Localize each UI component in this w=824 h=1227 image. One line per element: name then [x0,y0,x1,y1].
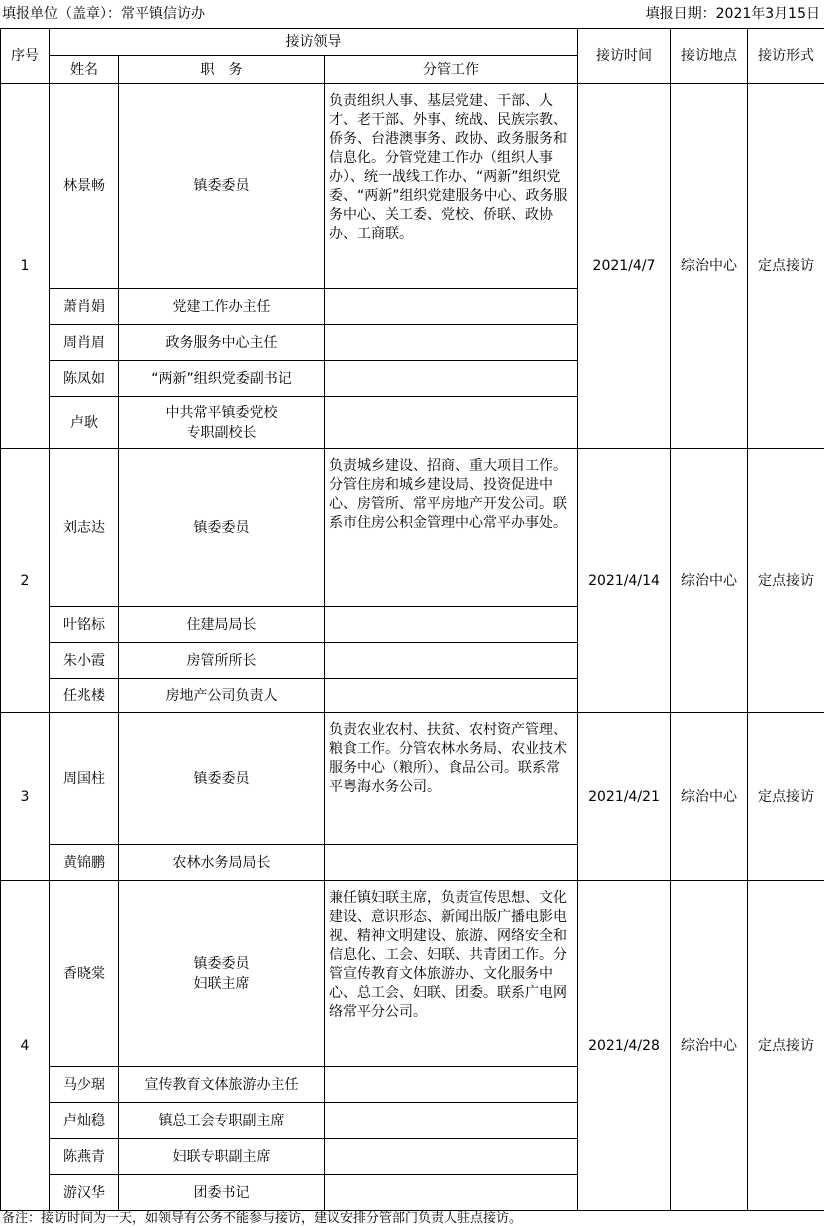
reception-place-cell: 综治中心 [671,449,748,713]
footnote: 备注：接访时间为一天，如领导有公务不能参与接访，建议安排分管部门负责人驻点接访。 [2,1211,523,1226]
responsibility-cell: 负责农业农村、扶贫、农村资产管理、粮食工作。分管农林水务局、农业技术服务中心（粮所）、食品公司。联系常平粤海水务公司。 [325,713,578,845]
leader-name-cell: 卢耿 [50,397,119,449]
leader-name-cell: 卢灿稳 [50,1103,119,1139]
leader-name-cell: 马少琚 [50,1067,119,1103]
leader-name-cell: 萧肖娟 [50,289,119,325]
leader-name-cell: 陈凤如 [50,361,119,397]
leader-position-cell: 妇联专职副主席 [119,1139,325,1175]
leader-name-cell: 林景畅 [50,84,119,289]
leader-position-cell: 中共常平镇委党校 专职副校长 [119,397,325,449]
leader-name-cell: 周国柱 [50,713,119,845]
leader-name-cell: 叶铭标 [50,607,119,643]
leader-position-cell: 房管所所长 [119,643,325,679]
reception-form-cell: 定点接访 [748,449,824,713]
responsibility-cell [325,289,578,325]
reception-place-cell: 综治中心 [671,881,748,1211]
leader-name-cell: 周肖眉 [50,325,119,361]
header-time: 接访时间 [578,29,671,84]
leader-name-cell: 香晓棠 [50,881,119,1067]
seq-cell: 2 [1,449,50,713]
header-position: 职 务 [119,56,325,84]
leader-position-cell: 镇总工会专职副主席 [119,1103,325,1139]
reception-form-cell: 定点接访 [748,881,824,1211]
leader-position-cell: 政务服务中心主任 [119,325,325,361]
table-row [1,881,824,1067]
leader-position-cell: 镇委委员 [119,84,325,289]
leader-position-cell: “两新”组织党委副书记 [119,361,325,397]
leader-position-cell: 团委书记 [119,1175,325,1211]
responsibility-cell [325,1067,578,1103]
reception-schedule-table [0,28,824,1211]
responsibility-cell [325,679,578,713]
reception-time-cell: 2021/4/7 [578,84,671,449]
leader-position-cell: 镇委委员 [119,449,325,607]
header-leader-group: 接访领导 [50,29,578,56]
responsibility-cell [325,845,578,881]
leader-name-cell: 黄锦鹏 [50,845,119,881]
table-row [1,84,824,289]
reporting-date: 填报日期：2021年3月15日 [645,6,820,22]
responsibility-cell [325,1175,578,1211]
responsibility-cell [325,607,578,643]
leader-position-cell: 农林水务局局长 [119,845,325,881]
leader-position-cell: 镇委委员 妇联主席 [119,881,325,1067]
responsibility-cell [325,1139,578,1175]
header-name: 姓名 [50,56,119,84]
responsibility-cell: 负责组织人事、基层党建、干部、人才、老干部、外事、统战、民族宗教、侨务、台港澳事务、政协、政务服务和信息化。分管党建工作办（组织人事办）、统一战线工作办、“两新”组织党委、“两新”组织党建服务中心、政务服务中心、关工委、党校、侨联、政协办、工商联。 [325,84,578,289]
reception-form-cell: 定点接访 [748,713,824,881]
seq-cell: 3 [1,713,50,881]
reception-time-cell: 2021/4/14 [578,449,671,713]
table-row [1,713,824,845]
reception-time-cell: 2021/4/21 [578,713,671,881]
leader-name-cell: 朱小霞 [50,643,119,679]
leader-position-cell: 镇委委员 [119,713,325,845]
leader-name-cell: 陈燕青 [50,1139,119,1175]
responsibility-cell: 兼任镇妇联主席，负责宣传思想、文化建设、意识形态、新闻出版广播电影电视、精神文明建设、旅游、网络安全和信息化、工会、妇联、共青团工作。分管宣传教育文体旅游办、文化服务中心、总工会、妇联、团委。联系广电网络常平分公司。 [325,881,578,1067]
header-form: 接访形式 [748,29,824,84]
reporting-unit: 填报单位（盖章）：常平镇信访办 [2,6,205,22]
responsibility-cell [325,325,578,361]
table-body [1,84,824,1211]
leader-position-cell: 住建局局长 [119,607,325,643]
leader-name-cell: 刘志达 [50,449,119,607]
responsibility-cell [325,1103,578,1139]
responsibility-cell [325,397,578,449]
responsibility-cell [325,643,578,679]
leader-position-cell: 房地产公司负责人 [119,679,325,713]
reception-place-cell: 综治中心 [671,84,748,449]
table-row [1,449,824,607]
responsibility-cell [325,361,578,397]
leader-position-cell: 宣传教育文体旅游办主任 [119,1067,325,1103]
header-place: 接访地点 [671,29,748,84]
leader-name-cell: 游汉华 [50,1175,119,1211]
seq-cell: 4 [1,881,50,1211]
responsibility-cell: 负责城乡建设、招商、重大项目工作。分管住房和城乡建设局、投资促进中心、房管所、常平房地产开发公司。联系市住房公积金管理中心常平办事处。 [325,449,578,607]
leader-position-cell: 党建工作办主任 [119,289,325,325]
leader-name-cell: 任兆楼 [50,679,119,713]
reception-form-cell: 定点接访 [748,84,824,449]
reception-time-cell: 2021/4/28 [578,881,671,1211]
header-work: 分管工作 [325,56,578,84]
header-seq: 序号 [1,29,50,84]
seq-cell: 1 [1,84,50,449]
reception-place-cell: 综治中心 [671,713,748,881]
